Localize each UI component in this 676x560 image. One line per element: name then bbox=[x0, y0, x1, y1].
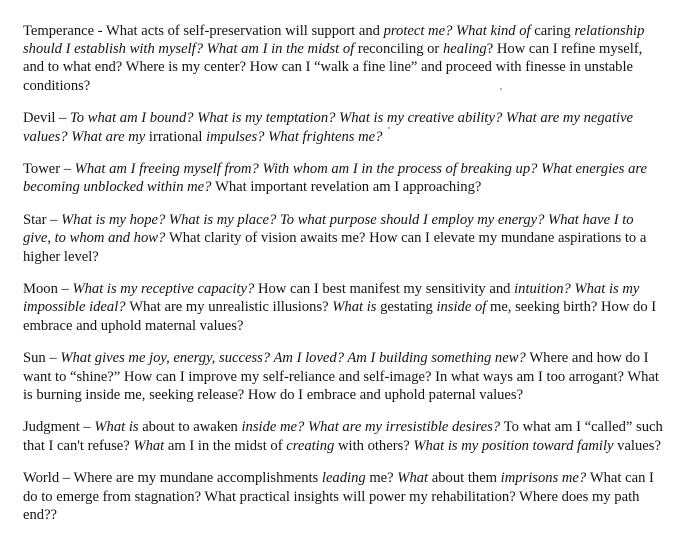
entry-world bbox=[23, 469, 663, 524]
italic-question: What is bbox=[332, 299, 381, 316]
question-text: ? How can I refine myself, and to what end? Where is my center? How can I “walk a fine line” and proceed with finesse in unstable conditions? bbox=[23, 41, 643, 94]
italic-question: leading bbox=[321, 470, 370, 487]
italic-question: What gives me joy, energy, success? Am I loved? Am I building something new? bbox=[60, 350, 530, 367]
question-text: What are my unrealistic illusions? bbox=[129, 299, 333, 316]
entry-tower bbox=[23, 160, 663, 196]
document-page bbox=[23, 22, 663, 538]
italic-question: imprisons me? bbox=[500, 470, 590, 487]
italic-question: intuition? What is my impossible ideal? bbox=[23, 281, 640, 316]
italic-question: To what am I bound? What is my temptation? What is my creative ability? What are my negative values? What are my bbox=[23, 110, 634, 145]
entry-judgment bbox=[23, 418, 663, 454]
card-name: World bbox=[23, 470, 60, 487]
question-text: with others? bbox=[337, 437, 414, 454]
question-text: me, seeking birth? How do I embrace and uphold maternal values? bbox=[23, 299, 657, 334]
italic-question: What is my position toward family bbox=[413, 437, 618, 454]
italic-question: healing bbox=[442, 41, 487, 58]
card-name: Judgment bbox=[23, 419, 80, 436]
separator: – bbox=[46, 212, 62, 229]
italic-question: creating bbox=[286, 437, 338, 454]
separator: – bbox=[59, 470, 74, 487]
question-text: about them bbox=[431, 470, 501, 487]
question-text: gestating bbox=[380, 299, 437, 316]
card-name: Temperance bbox=[23, 23, 95, 39]
question-text: Where and how do I want to “shine?” How can I improve my self-reliance and self-image? In what ways am I too arrogant? What is burning inside me, seeking release? How do I embrace and uphold paternal values? bbox=[23, 350, 659, 403]
card-name: Sun bbox=[23, 350, 46, 367]
italic-question: What is my receptive capacity? bbox=[72, 281, 258, 298]
card-name: Devil bbox=[23, 110, 56, 127]
separator: – bbox=[60, 161, 75, 178]
question-text: How can I best manifest my sensitivity and bbox=[257, 281, 515, 298]
italic-question: What am I freeing myself from? With whom am I in the process of breaking up? What energies are becoming unblocked within me? bbox=[23, 161, 647, 196]
italic-question: protect me? What kind of bbox=[383, 23, 535, 39]
italic-question: What is bbox=[94, 419, 143, 436]
question-text: am I in the midst of bbox=[167, 437, 287, 454]
entry-sun bbox=[23, 349, 663, 404]
question-text: values? bbox=[617, 437, 661, 454]
italic-question: What bbox=[397, 470, 432, 487]
scan-speck bbox=[388, 127, 390, 129]
question-text: reconciling or bbox=[357, 41, 443, 58]
question-text: me? bbox=[369, 470, 398, 487]
question-text: Where are my mundane accomplishments bbox=[73, 470, 322, 487]
italic-question: What bbox=[133, 437, 168, 454]
separator: – bbox=[57, 281, 73, 298]
separator: – bbox=[55, 110, 71, 127]
italic-question: impulses? What frightens me? bbox=[206, 128, 383, 145]
question-text: What important revelation am I approaching? bbox=[215, 179, 482, 196]
question-text: caring bbox=[534, 23, 575, 39]
italic-question: relationship should I establish with myself? What am I in the midst of bbox=[23, 23, 645, 58]
entry-moon bbox=[23, 280, 663, 335]
question-text: What clarity of vision awaits me? How can I elevate my mundane aspirations to a higher level? bbox=[23, 230, 647, 265]
italic-question: inside of bbox=[436, 299, 490, 316]
question-text: To what am I “called” such that I can't refuse? bbox=[23, 419, 663, 454]
card-name: Star bbox=[23, 212, 47, 229]
question-text: What can I do to emerge from stagnation? What practical insights will power my rehabilitation? Where does my path end?? bbox=[23, 470, 654, 523]
card-name: Tower bbox=[23, 161, 61, 178]
entry-star bbox=[23, 211, 663, 266]
question-text: irrational bbox=[148, 128, 207, 145]
separator: – bbox=[79, 419, 95, 436]
entry-devil bbox=[23, 109, 663, 145]
question-text: What acts of self-preservation will support and bbox=[106, 23, 384, 39]
entry-temperance bbox=[23, 22, 663, 95]
question-text: about to awaken bbox=[142, 419, 242, 436]
separator: - bbox=[94, 23, 106, 39]
separator: – bbox=[45, 350, 61, 367]
card-name: Moon bbox=[23, 281, 58, 298]
italic-question: What is my hope? What is my place? To what purpose should I employ my energy? What have I to give, to whom and how? bbox=[23, 212, 634, 247]
scan-speck bbox=[500, 88, 502, 90]
italic-question: inside me? What are my irresistible desires? bbox=[241, 419, 504, 436]
